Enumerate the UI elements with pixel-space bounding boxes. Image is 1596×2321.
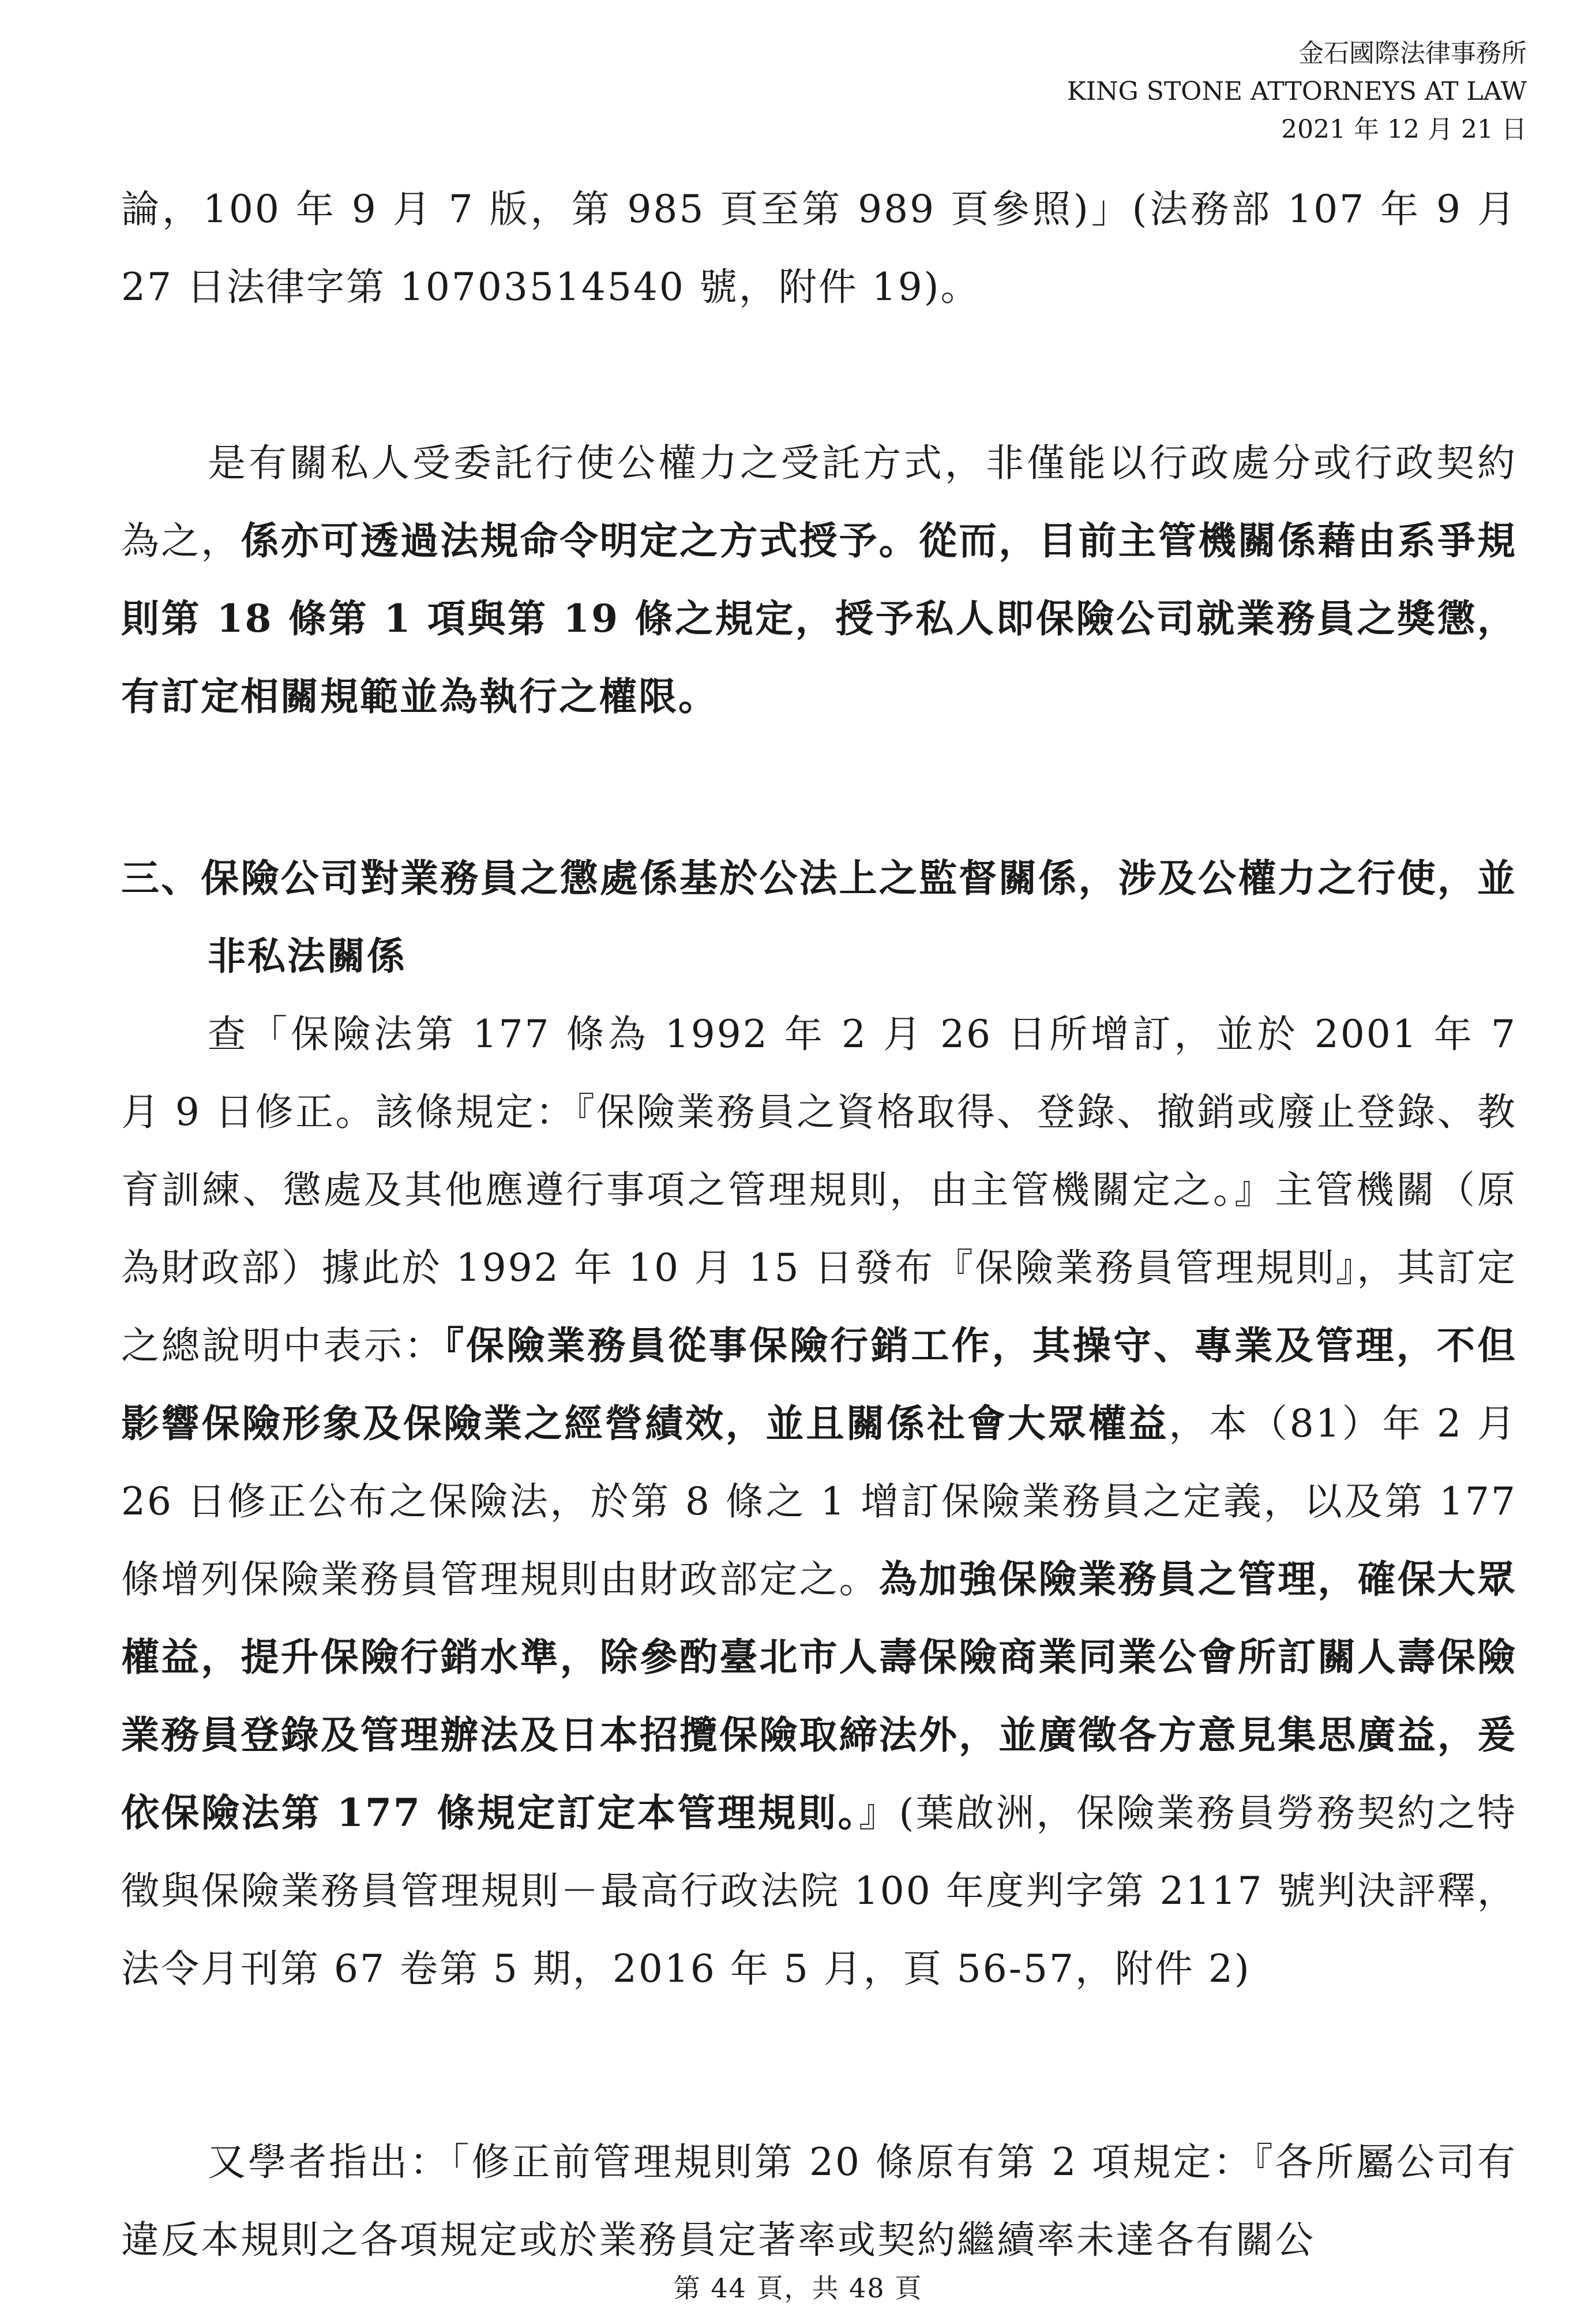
document-body — [121, 170, 1517, 2279]
letterhead — [1067, 35, 1527, 149]
paragraph-delegation-plain: 是有關私人受委託行使公權力之受託方式，非僅能以行政處分或行政契約為之， — [121, 441, 1517, 563]
insurance-law-text-2: ，本（81）年 2 月 26 日修正公布之保險法，於第 8 條之 1 增訂保險業務員之定義，以及第 177 條增列保險業務員管理規則由財政部定之。 — [121, 1401, 1518, 1602]
paragraph-scholar: 又學者指出：「修正前管理規則第 20 條原有第 2 項規定：『各所屬公司有違反本規則之各項規定或於業務員定著率或契約繼續率未達各有關公 — [121, 2140, 1517, 2262]
paragraph-delegation-emphasis: 係亦可透過法規命令明定之方式授予。從而，目前主管機關係藉由系爭規則第 18 條第 1 項與第 19 條之規定，授予私人即保險公司就業務員之獎懲，有訂定相關規範並為執行之權限。 — [121, 518, 1518, 719]
section-heading-3: 三、保險公司對業務員之懲處係基於公法上之監督關係，涉及公權力之行使，並非私法關係 — [121, 856, 1517, 978]
paragraph-insurance-law — [121, 995, 1517, 2008]
firm-name-english: KING STONE ATTORNEYS AT LAW — [1066, 77, 1527, 106]
paragraph-delegation — [121, 424, 1517, 736]
document-date: 2021 年 12 月 21 日 — [1281, 115, 1527, 144]
insurance-law-text-3: 』(葉啟洲，保險業務員勞務契約之特徵與保險業務員管理規則－最高行政法院 100 年度判字第 2117 號判決評釋，法令月刊第 67 卷第 5 期，2016 年 5 月，頁 56-57，附件 2) — [121, 1791, 1517, 1991]
insurance-law-text-1: 查「保險法第 177 條為 1992 年 2 月 26 日所增訂，並於 2001 年 7 月 9 日修正。該條規定：『保險業務員之資格取得、登錄、撤銷或廢止登錄、教育訓練、懲處及其他應遵行事項之管理規則，由主管機關定之。』主管機關（原為財政部）據此於 1992 年 10 月 15 日發布『保險業務員管理規則』，其訂定之總說明中表示： — [121, 1012, 1517, 1368]
insurance-law-emphasis-1: 『保險業務員從事保險行銷工作，其操守、專業及管理，不但影響保險形象及保險業之經營績效，並且關係社會大眾權益 — [121, 1323, 1518, 1446]
insurance-law-emphasis-2: 為加強保險業務員之管理，確保大眾權益，提升保險行銷水準，除參酌臺北市人壽保險商業同業公會所訂關人壽保險業務員登錄及管理辦法及日本招攬保險取締法外，並廣徵各方意見集思廣益，爰依保險法第 177 條規定訂定本管理規則。 — [121, 1557, 1518, 1835]
paragraph-citation-continued: 論，100 年 9 月 7 版，第 985 頁至第 989 頁參照)」(法務部 107 年 9 月 27 日法律字第 10703514540 號，附件 19)。 — [121, 187, 1517, 309]
page-number: 第 44 頁，共 48 頁 — [673, 2273, 923, 2304]
firm-name-chinese: 金石國際法律事務所 — [1298, 39, 1527, 68]
